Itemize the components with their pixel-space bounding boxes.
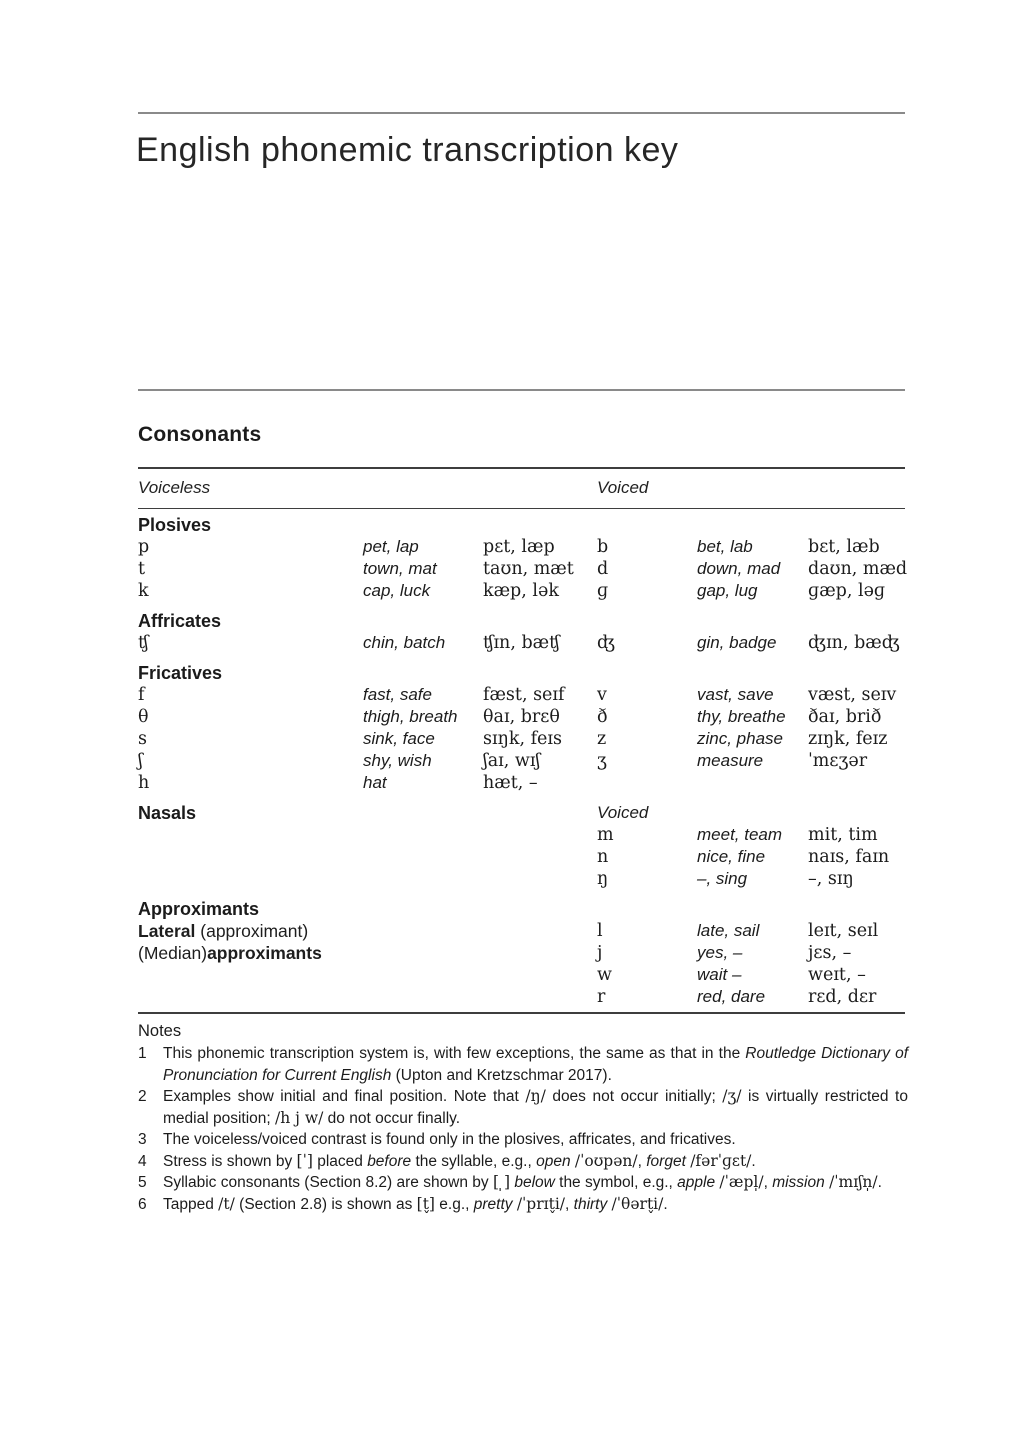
ipa-symbol: j bbox=[597, 943, 603, 963]
note-text-segment: pretty bbox=[473, 1195, 513, 1213]
ipa-symbol: ʧ bbox=[138, 633, 149, 653]
note-text-segment: Examples show initial and final position. Note that bbox=[163, 1088, 526, 1105]
example-words: gin, badge bbox=[697, 633, 777, 652]
ipa-transcription: pɛt, læp bbox=[483, 537, 555, 557]
table-row bbox=[138, 942, 905, 964]
ipa-symbol: w bbox=[597, 965, 612, 985]
ipa-symbol: l bbox=[597, 921, 603, 941]
table-row bbox=[138, 824, 905, 846]
note-text-segment: apple bbox=[677, 1174, 716, 1191]
example-words: fast, safe bbox=[363, 685, 432, 704]
table-row bbox=[138, 536, 905, 558]
note-text-segment: thirty bbox=[573, 1195, 608, 1213]
ipa-transcription bbox=[808, 772, 905, 794]
column-header-voiced: Voiced bbox=[597, 478, 649, 497]
ipa-symbol: n bbox=[597, 847, 609, 867]
note-text-segment: /h j w/ bbox=[275, 1108, 324, 1127]
ipa-symbol bbox=[597, 772, 697, 794]
note-text-segment: e.g., bbox=[434, 1195, 474, 1213]
example-words: wait – bbox=[697, 965, 742, 984]
ipa-symbol: v bbox=[597, 685, 607, 705]
table-row bbox=[138, 558, 908, 580]
note-text-segment: Syllabic consonants (Section 8.2) are shown by bbox=[163, 1174, 493, 1191]
note-text-segment: does not occur initially; bbox=[545, 1088, 723, 1105]
section-heading-row bbox=[138, 610, 905, 632]
note-text-segment: /fərˈɡɛt/ bbox=[690, 1151, 752, 1170]
table-column-headers bbox=[138, 469, 905, 508]
ipa-transcription: sɪŋk, feɪs bbox=[483, 729, 562, 749]
header-rule bbox=[138, 112, 905, 114]
text-segment: Plosives bbox=[138, 515, 212, 535]
note-text-segment: /ˈθərt̬i/ bbox=[611, 1194, 664, 1213]
ipa-transcription: –, sɪŋ bbox=[808, 869, 854, 889]
ipa-transcription: weɪt, – bbox=[808, 965, 866, 985]
note-text-segment: /t/ bbox=[218, 1194, 235, 1213]
table-section bbox=[138, 802, 905, 890]
note-text-segment: before bbox=[367, 1152, 412, 1170]
example-words: zinc, phase bbox=[697, 729, 783, 748]
note-number: 2 bbox=[138, 1088, 147, 1105]
consonants-heading: Consonants bbox=[138, 423, 262, 446]
note-item bbox=[138, 1129, 908, 1151]
table-body bbox=[138, 509, 908, 1008]
text-segment: (approximant) bbox=[195, 921, 309, 941]
note-text-segment: The voiceless/voiced contrast is found only in the plosives, affricates, and fricatives. bbox=[163, 1131, 736, 1148]
note-text-segment: is virtually restricted to medial position; bbox=[163, 1088, 908, 1127]
table-row bbox=[138, 772, 905, 794]
notes-list bbox=[138, 1043, 908, 1215]
example-words: measure bbox=[697, 751, 764, 770]
table-row bbox=[138, 846, 905, 868]
ipa-symbol: t bbox=[138, 559, 146, 579]
note-number: 6 bbox=[138, 1195, 147, 1213]
text-segment: Affricates bbox=[138, 611, 222, 631]
note-text-segment: . bbox=[663, 1195, 668, 1213]
table-row bbox=[138, 728, 905, 750]
ipa-transcription: ˈmɛʒər bbox=[808, 751, 868, 771]
example-words: yes, – bbox=[697, 943, 743, 962]
ipa-symbol: s bbox=[138, 729, 147, 749]
ipa-transcription: taʊn, mæt bbox=[483, 559, 574, 579]
notes-section bbox=[138, 1022, 908, 1215]
ipa-transcription: hæt, – bbox=[483, 773, 538, 793]
table-row bbox=[138, 580, 905, 602]
note-item bbox=[138, 1043, 908, 1086]
row-label bbox=[138, 920, 597, 942]
example-words: down, mad bbox=[697, 559, 781, 578]
example-words: cap, luck bbox=[363, 581, 431, 600]
ipa-symbol: ɡ bbox=[597, 581, 609, 601]
note-text-segment: the symbol, e.g., bbox=[554, 1174, 678, 1191]
ipa-symbol: m bbox=[597, 825, 614, 845]
section-rule bbox=[138, 389, 905, 391]
note-text-segment: forget bbox=[646, 1152, 686, 1170]
ipa-transcription: mit, tim bbox=[808, 825, 878, 845]
text-segment: Lateral bbox=[138, 921, 196, 941]
section-heading bbox=[138, 514, 597, 536]
table-row bbox=[138, 632, 905, 654]
table-row bbox=[138, 684, 905, 706]
note-number: 5 bbox=[138, 1174, 147, 1191]
mid-column-header-voiced: Voiced bbox=[597, 803, 649, 822]
ipa-transcription: zɪŋk, feɪz bbox=[808, 729, 888, 749]
ipa-symbol: h bbox=[138, 773, 150, 793]
note-number: 3 bbox=[138, 1131, 147, 1148]
ipa-symbol: ŋ bbox=[597, 869, 609, 889]
table-row bbox=[138, 750, 905, 772]
ipa-transcription: naɪs, faɪn bbox=[808, 847, 890, 867]
note-text-segment: /ˈoʊpən/ bbox=[574, 1151, 638, 1170]
note-text-segment: open bbox=[536, 1152, 571, 1170]
row-label bbox=[138, 942, 597, 964]
section-heading-row bbox=[138, 514, 905, 536]
note-text-segment: /ŋ/ bbox=[525, 1087, 546, 1105]
example-words: town, mat bbox=[363, 559, 437, 578]
note-text-segment: below bbox=[514, 1174, 555, 1191]
notes-heading: Notes bbox=[138, 1022, 182, 1040]
ipa-transcription: ðaɪ, brið bbox=[808, 707, 882, 727]
example-words: nice, fine bbox=[697, 847, 766, 866]
table-row bbox=[138, 920, 905, 942]
example-words bbox=[697, 772, 808, 794]
section-heading-row bbox=[138, 898, 905, 920]
note-text bbox=[163, 1086, 908, 1129]
ipa-symbol: θ bbox=[138, 707, 149, 727]
example-words: –, sing bbox=[697, 869, 748, 888]
example-words: bet, lab bbox=[697, 537, 753, 556]
note-item bbox=[138, 1086, 908, 1129]
example-words: pet, lap bbox=[363, 537, 419, 556]
example-words: vast, save bbox=[697, 685, 774, 704]
table-row bbox=[138, 868, 905, 890]
ipa-transcription: daʊn, mæd bbox=[808, 559, 908, 579]
note-text bbox=[163, 1129, 908, 1151]
ipa-symbol: ʃ bbox=[138, 751, 143, 771]
example-words: sink, face bbox=[363, 729, 435, 748]
note-text-segment: placed bbox=[312, 1152, 368, 1170]
note-text-segment: mission bbox=[772, 1174, 825, 1191]
ipa-transcription: ʤɪn, bæʤ bbox=[808, 633, 900, 653]
example-words: meet, team bbox=[697, 825, 783, 844]
ipa-symbol: b bbox=[597, 537, 609, 557]
ipa-symbol: p bbox=[138, 537, 150, 557]
table-row bbox=[138, 964, 905, 986]
note-text-segment: [t̬] bbox=[416, 1194, 435, 1213]
note-text-segment: /ˈprɪt̬i/ bbox=[516, 1194, 566, 1213]
note-text bbox=[163, 1151, 908, 1173]
ipa-symbol: r bbox=[597, 987, 606, 1007]
ipa-symbol: z bbox=[597, 729, 607, 749]
example-words: chin, batch bbox=[363, 633, 446, 652]
ipa-transcription: væst, seɪv bbox=[808, 685, 897, 705]
note-text-segment: /ˈæpl̩/ bbox=[719, 1173, 764, 1191]
note-text-segment: Stress is shown by bbox=[163, 1152, 297, 1170]
note-number: 4 bbox=[138, 1152, 147, 1170]
table-row bbox=[138, 706, 905, 728]
ipa-transcription: ɡæp, ləɡ bbox=[808, 581, 886, 601]
page-title: English phonemic transcription key bbox=[136, 131, 679, 169]
ipa-transcription: ʃaɪ, wɪʃ bbox=[483, 751, 541, 771]
table-row bbox=[138, 986, 905, 1008]
table-section bbox=[138, 610, 905, 654]
ipa-transcription: bɛt, læb bbox=[808, 537, 880, 557]
note-text-segment: [ ̩] bbox=[492, 1173, 511, 1191]
ipa-transcription: θaɪ, brɛθ bbox=[483, 707, 560, 727]
text-segment: Approximants bbox=[138, 899, 260, 919]
text-segment: Fricatives bbox=[138, 663, 223, 683]
ipa-transcription: leɪt, seɪl bbox=[808, 921, 879, 941]
note-text-segment: , bbox=[565, 1195, 574, 1213]
table-section bbox=[138, 514, 908, 602]
note-text bbox=[163, 1194, 908, 1216]
section-heading bbox=[138, 662, 597, 684]
ipa-transcription: rɛd, dɛr bbox=[808, 987, 877, 1007]
note-text-segment: (Upton and Kretzschmar 2017). bbox=[391, 1066, 612, 1084]
section-heading bbox=[138, 610, 597, 632]
example-words: red, dare bbox=[697, 987, 766, 1006]
note-text-segment: (Section 2.8) is shown as bbox=[234, 1195, 417, 1213]
example-words: thigh, breath bbox=[363, 707, 458, 726]
note-text bbox=[163, 1172, 908, 1194]
note-item bbox=[138, 1151, 908, 1173]
consonant-table bbox=[138, 467, 908, 1014]
section-heading-row bbox=[138, 662, 905, 684]
ipa-transcription: kæp, lək bbox=[483, 581, 559, 601]
example-words: gap, lug bbox=[697, 581, 758, 600]
text-segment: approximants bbox=[207, 943, 322, 963]
section-heading bbox=[138, 802, 597, 824]
section-heading bbox=[138, 898, 597, 920]
table-section bbox=[138, 898, 905, 1008]
note-text-segment: Tapped bbox=[163, 1195, 219, 1213]
ipa-symbol: ʤ bbox=[597, 633, 616, 653]
note-text-segment: [ˈ] bbox=[296, 1151, 313, 1170]
ipa-symbol: d bbox=[597, 559, 609, 579]
note-text-segment: /ˈmɪʃn̩/ bbox=[829, 1173, 878, 1191]
ipa-transcription: fæst, seɪf bbox=[483, 685, 565, 705]
table-section bbox=[138, 662, 905, 794]
text-segment: Nasals bbox=[138, 803, 197, 823]
column-header-voiceless: Voiceless bbox=[138, 478, 211, 497]
note-text-segment: do not occur finally. bbox=[323, 1109, 461, 1127]
note-text-segment: Routledge Dictionary of Pronunciation for Current English bbox=[163, 1045, 908, 1084]
ipa-symbol: k bbox=[138, 581, 149, 601]
table-bottom-rule bbox=[138, 1012, 905, 1014]
ipa-symbol: ð bbox=[597, 707, 608, 727]
ipa-transcription: ʧɪn, bæʧ bbox=[483, 633, 560, 653]
note-item bbox=[138, 1172, 908, 1194]
ipa-symbol: ʒ bbox=[597, 751, 607, 771]
note-text-segment: . bbox=[751, 1152, 756, 1170]
section-heading-row bbox=[138, 802, 905, 824]
example-words: hat bbox=[363, 773, 387, 792]
note-text-segment: the syllable, e.g., bbox=[411, 1152, 537, 1170]
note-text-segment: This phonemic transcription system is, with few exceptions, the same as that in the bbox=[163, 1045, 746, 1062]
note-text-segment: , bbox=[637, 1152, 647, 1170]
example-words: thy, breathe bbox=[697, 707, 786, 726]
note-text-segment: . bbox=[877, 1174, 882, 1191]
ipa-symbol: f bbox=[138, 685, 145, 705]
note-item bbox=[138, 1194, 908, 1216]
example-words: shy, wish bbox=[363, 751, 432, 770]
ipa-transcription: jɛs, – bbox=[808, 943, 852, 963]
text-segment: (Median) bbox=[138, 943, 208, 963]
note-text-segment: /ʒ/ bbox=[722, 1087, 742, 1105]
note-text bbox=[163, 1043, 908, 1086]
note-number: 1 bbox=[138, 1045, 147, 1062]
note-text-segment: , bbox=[763, 1174, 773, 1191]
example-words: late, sail bbox=[697, 921, 760, 940]
